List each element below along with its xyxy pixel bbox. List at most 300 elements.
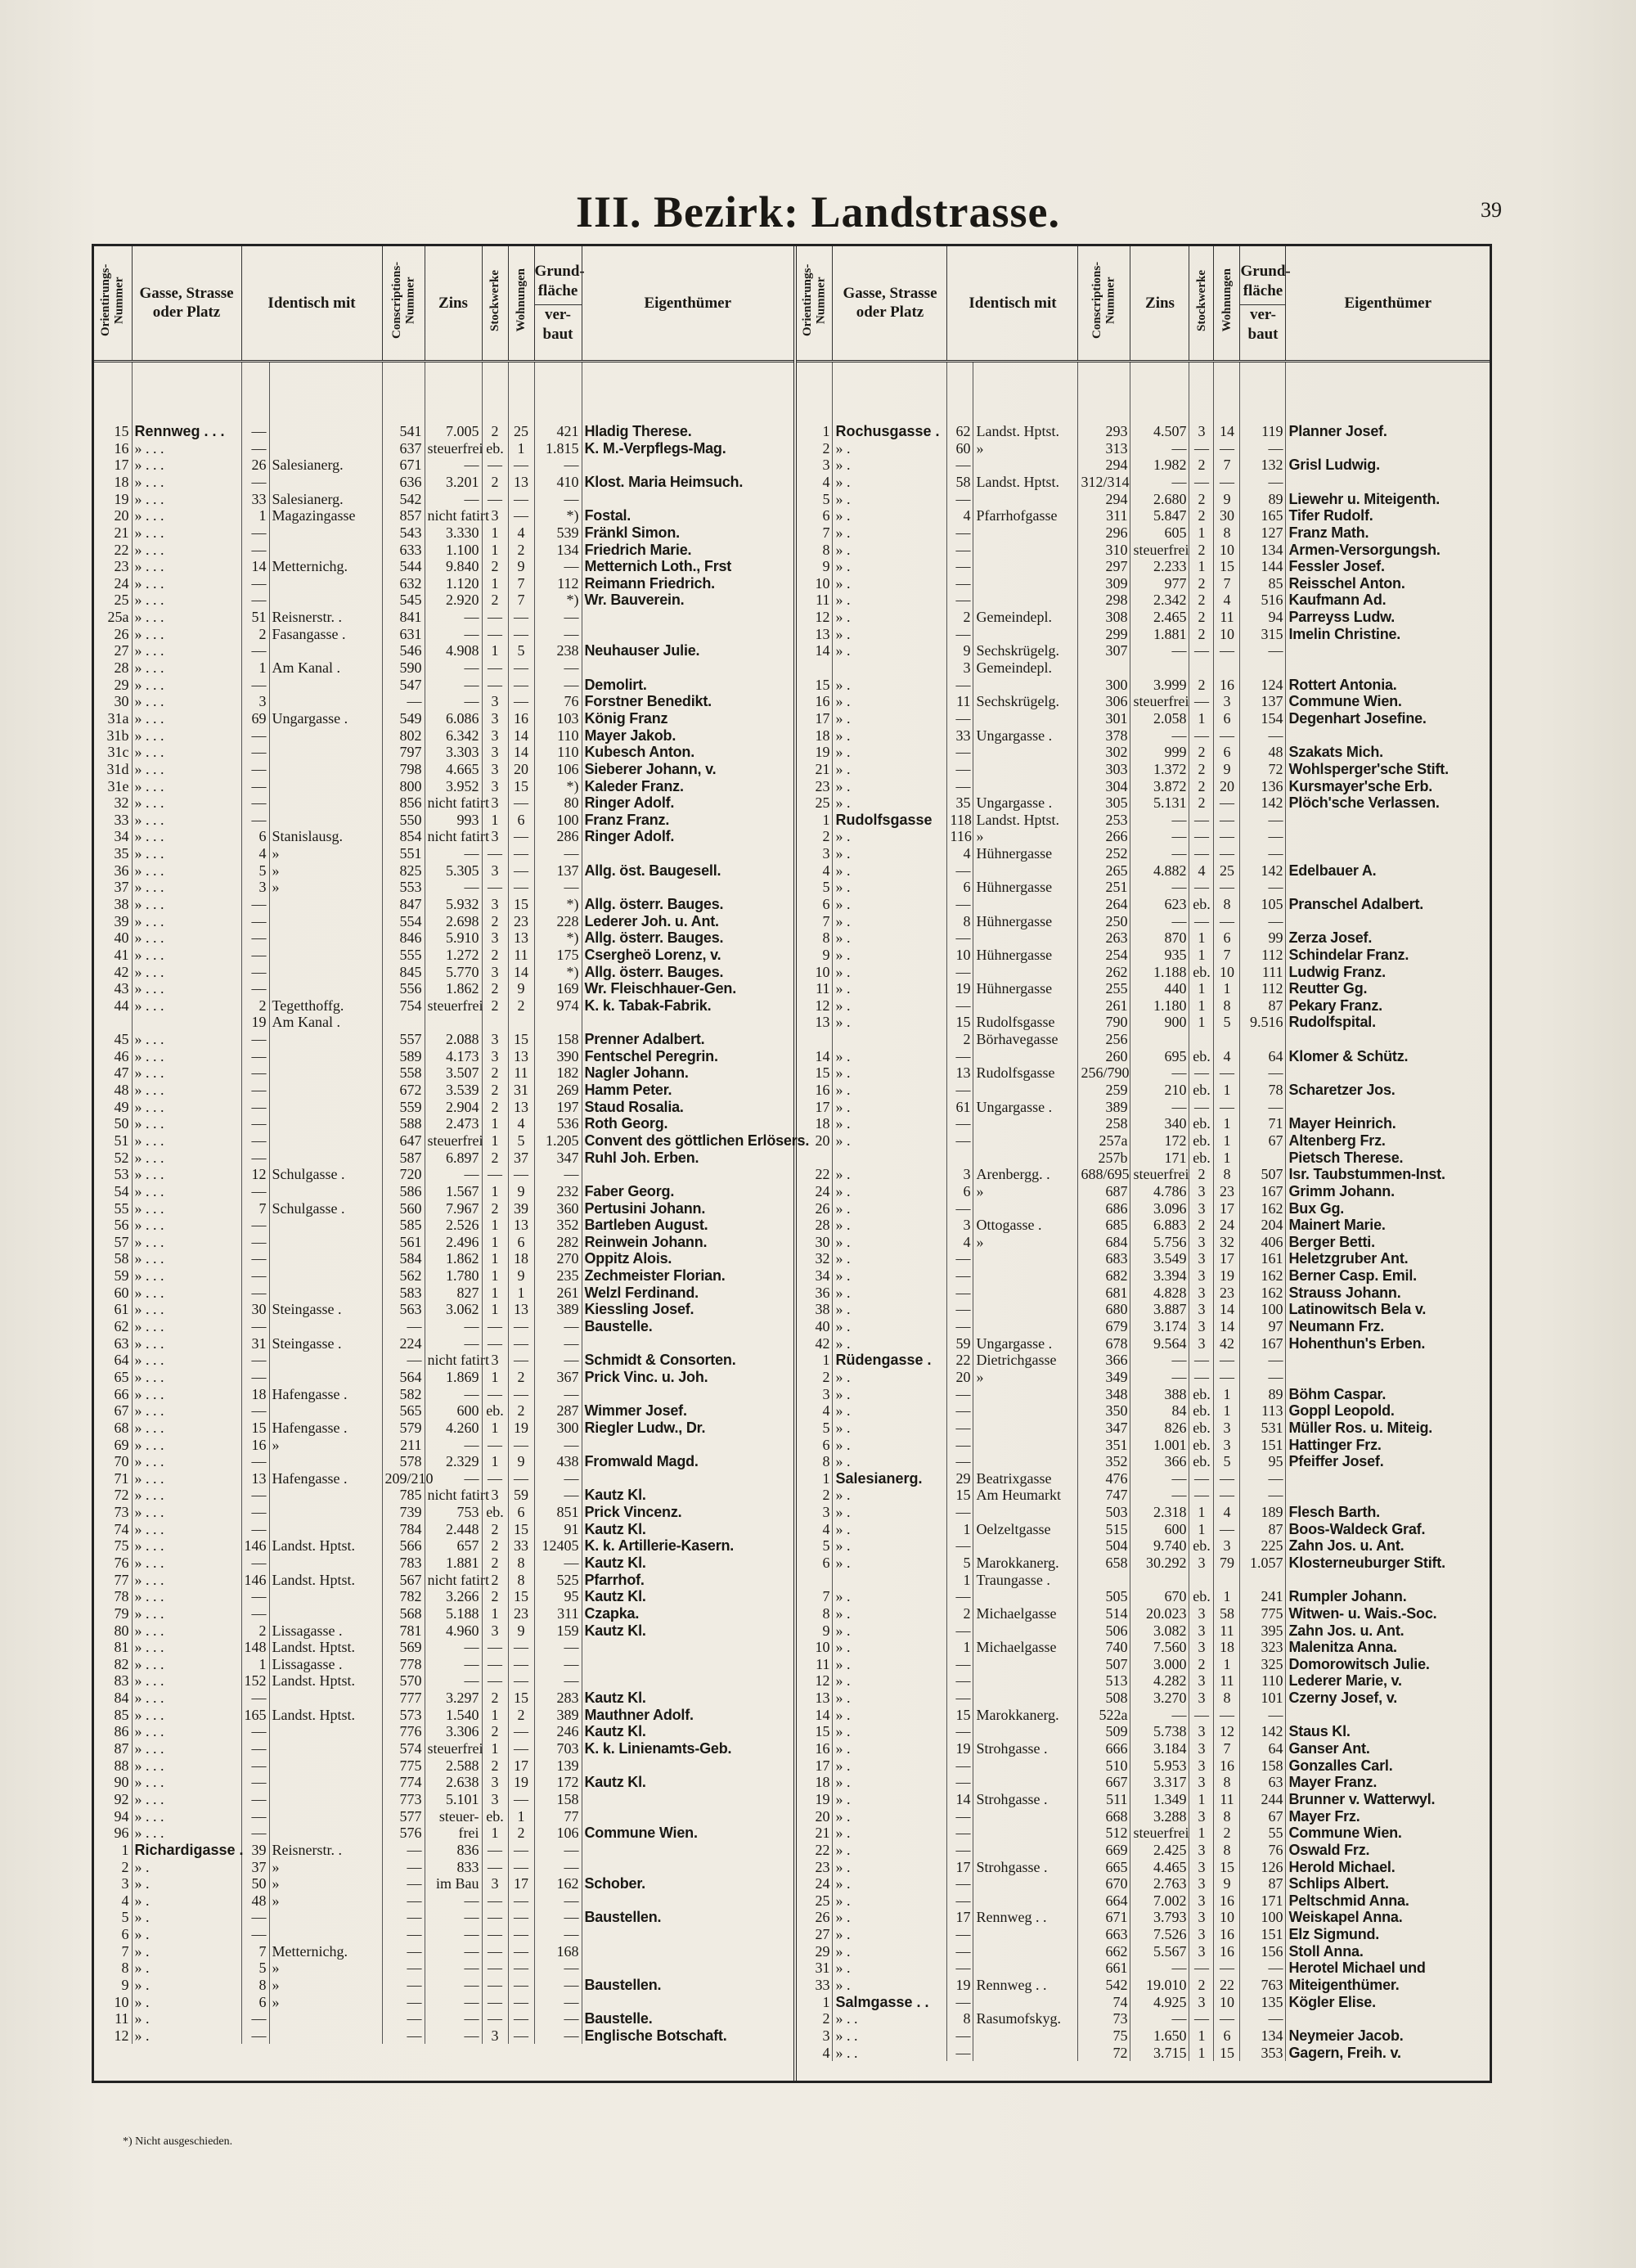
cell-wohnungen: — xyxy=(508,1334,534,1352)
cell-grundflaeche: — xyxy=(534,1960,582,1977)
cell-conscr-nr: 564 xyxy=(382,1369,425,1386)
cell-grundflaeche: — xyxy=(534,1436,582,1453)
cell-ident-strasse xyxy=(269,1318,382,1335)
table-row xyxy=(94,1622,793,1639)
cell-conscr-nr: 747 xyxy=(1078,1487,1130,1504)
cell-wohnungen: 10 xyxy=(1214,1993,1240,2010)
cell-eigenthuemer: Kautz Kl. xyxy=(584,1520,646,1537)
cell-wohnungen: 16 xyxy=(1214,1892,1240,1909)
cell-gasse: » . xyxy=(833,1385,947,1402)
cell-stockwerke: 1 xyxy=(1189,558,1214,575)
cell-gasse: » . . . xyxy=(132,1774,241,1791)
cell-ident-strasse: » xyxy=(269,879,382,896)
cell-grundflaeche: 78 xyxy=(1240,1082,1286,1099)
cell-stockwerke: — xyxy=(1189,1369,1214,1386)
cell-stockwerke: 3 xyxy=(1189,1909,1214,1926)
cell-ident-nr: — xyxy=(947,558,973,575)
cell-gasse: » . . . xyxy=(132,1420,241,1437)
table-row xyxy=(94,659,793,677)
cell-ident-nr: — xyxy=(947,710,973,727)
cell-stockwerke: — xyxy=(482,1926,508,1943)
cell-grundflaeche: 80 xyxy=(534,794,582,812)
cell-grundflaeche: — xyxy=(534,2010,582,2027)
cell-stockwerke: — xyxy=(482,879,508,896)
cell-conscr-nr: 636 xyxy=(382,474,425,491)
cell-grundflaeche: 347 xyxy=(534,1149,582,1166)
cell-ident-strasse: Rennweg . . xyxy=(973,1909,1078,1926)
cell-ident-strasse: Hafengasse . xyxy=(269,1420,382,1437)
table-row xyxy=(94,929,793,947)
cell-ident-nr: 39 xyxy=(241,1842,269,1859)
cell-ident-strasse: Rennweg . . xyxy=(973,1977,1078,1994)
header-wohnungen: Wohnungen xyxy=(508,246,534,361)
cell-conscr-nr: 570 xyxy=(382,1672,425,1690)
cell-eigenthuemer: Witwen- u. Wais.-Soc. xyxy=(1288,1604,1437,1622)
cell-grundflaeche: 134 xyxy=(534,541,582,558)
table-row xyxy=(797,1757,1490,1774)
cell-ident-nr: 11 xyxy=(947,693,973,710)
cell-grundflaeche: 360 xyxy=(534,1199,582,1217)
cell-ident-nr: — xyxy=(241,794,269,812)
cell-gasse: » . . . xyxy=(132,1825,241,1842)
cell-orient-nr: 12 xyxy=(797,1672,833,1690)
cell-grundflaeche: 171 xyxy=(1240,1892,1286,1909)
cell-grundflaeche: — xyxy=(1240,828,1286,845)
cell-gasse: » . . . xyxy=(132,659,241,677)
cell-zins: 2.473 xyxy=(425,1115,482,1132)
cell-orient-nr: 51 xyxy=(94,1132,132,1150)
cell-wohnungen: 6 xyxy=(508,1234,534,1251)
cell-wohnungen: — xyxy=(1214,1706,1240,1723)
cell-eigenthuemer: Kautz Kl. xyxy=(584,1487,646,1504)
cell-grundflaeche: — xyxy=(1240,474,1286,491)
cell-conscr-nr: 508 xyxy=(1078,1690,1130,1707)
cell-ident-strasse: » xyxy=(973,1183,1078,1200)
cell-stockwerke: 1 xyxy=(1189,710,1214,727)
cell-zins: 388 xyxy=(1130,1385,1189,1402)
cell-stockwerke: — xyxy=(482,2010,508,2027)
cell-zins: — xyxy=(1130,642,1189,659)
cell-gasse: » . xyxy=(833,1555,947,1572)
cell-ident-nr: — xyxy=(241,727,269,744)
cell-ident-strasse xyxy=(973,625,1078,642)
cell-conscr-nr: 555 xyxy=(382,947,425,964)
cell-ident-strasse xyxy=(269,947,382,964)
cell-ident-strasse: Metternichg. xyxy=(269,558,382,575)
cell-grundflaeche: 71 xyxy=(1240,1115,1286,1132)
cell-stockwerke: — xyxy=(1189,2010,1214,2027)
cell-wohnungen xyxy=(508,1014,534,1031)
cell-ident-nr: 30 xyxy=(241,1301,269,1318)
cell-ident-strasse: Am Heumarkt xyxy=(973,1487,1078,1504)
cell-grundflaeche: 110 xyxy=(534,727,582,744)
cell-eigenthuemer: Friedrich Marie. xyxy=(584,541,692,558)
table-row xyxy=(797,777,1490,794)
cell-eigenthuemer xyxy=(582,1926,793,1943)
cell-ident-nr: 15 xyxy=(241,1420,269,1437)
cell-stockwerke: — xyxy=(1189,474,1214,491)
cell-conscr-nr: 590 xyxy=(382,659,425,677)
cell-zins: — xyxy=(1130,1369,1189,1386)
cell-stockwerke: 2 xyxy=(482,1199,508,1217)
header-zins: Zins xyxy=(425,246,482,361)
cell-eigenthuemer: Liewehr u. Miteigenth. xyxy=(1288,490,1440,507)
cell-ident-strasse: Strohgasse . xyxy=(973,1740,1078,1757)
cell-ident-strasse: Landst. Hptst. xyxy=(269,1571,382,1588)
table-row xyxy=(94,1555,793,1572)
cell-eigenthuemer: K. k. Linienamts-Geb. xyxy=(584,1740,732,1757)
cell-gasse: » . xyxy=(833,1588,947,1605)
cell-conscr-nr: 782 xyxy=(382,1588,425,1605)
cell-eigenthuemer xyxy=(1286,642,1490,659)
cell-zins: — xyxy=(425,2027,482,2045)
cell-orient-nr: 20 xyxy=(797,1807,833,1825)
cell-orient-nr: 17 xyxy=(797,710,833,727)
cell-stockwerke: eb. xyxy=(1189,1385,1214,1402)
cell-wohnungen: 11 xyxy=(1214,609,1240,626)
cell-grundflaeche: 367 xyxy=(534,1369,582,1386)
cell-eigenthuemer: Heletzgruber Ant. xyxy=(1288,1250,1409,1267)
cell-grundflaeche: *) xyxy=(534,963,582,980)
cell-ident-strasse: Michaelgasse xyxy=(973,1639,1078,1656)
cell-zins: 1.780 xyxy=(425,1267,482,1285)
cell-ident-nr: 1 xyxy=(241,659,269,677)
table-row xyxy=(94,1977,793,1994)
cell-wohnungen: 23 xyxy=(1214,1183,1240,1200)
cell-eigenthuemer xyxy=(582,879,793,896)
cell-grundflaeche: 87 xyxy=(1240,1520,1286,1537)
header-conscriptions-nummer: Conscriptions-Nummer xyxy=(382,246,425,361)
table-row xyxy=(797,1622,1490,1639)
cell-ident-nr: 5 xyxy=(947,1555,973,1572)
cell-eigenthuemer xyxy=(1286,845,1490,862)
cell-eigenthuemer: Wr. Bauverein. xyxy=(584,592,685,609)
header-stockwerke-right: Stockwerke xyxy=(1189,246,1214,361)
cell-zins: 3.000 xyxy=(1130,1656,1189,1673)
cell-wohnungen: 9 xyxy=(508,1622,534,1639)
cell-ident-strasse xyxy=(973,592,1078,609)
cell-conscr-nr: 546 xyxy=(382,642,425,659)
cell-ident-strasse xyxy=(269,592,382,609)
cell-orient-nr: 14 xyxy=(797,1047,833,1064)
cell-ident-nr: — xyxy=(241,1487,269,1504)
cell-eigenthuemer: Gonzalles Carl. xyxy=(1288,1757,1393,1774)
cell-wohnungen: — xyxy=(508,490,534,507)
cell-grundflaeche: 536 xyxy=(534,1115,582,1132)
table-row xyxy=(797,439,1490,457)
cell-ident-strasse: Landst. Hptst. xyxy=(269,1639,382,1656)
cell-conscr-nr: 549 xyxy=(382,710,425,727)
cell-orient-nr: 3 xyxy=(797,845,833,862)
cell-wohnungen: 5 xyxy=(1214,1014,1240,1031)
cell-conscr-nr: 296 xyxy=(1078,524,1130,542)
cell-ident-strasse: Strohgasse . xyxy=(973,1791,1078,1808)
cell-wohnungen xyxy=(1214,659,1240,677)
cell-ident-nr: 8 xyxy=(947,2010,973,2027)
cell-gasse: » . xyxy=(132,1892,241,1909)
cell-ident-strasse xyxy=(973,777,1078,794)
cell-grundflaeche: 67 xyxy=(1240,1132,1286,1150)
cell-orient-nr: 19 xyxy=(797,744,833,761)
cell-eigenthuemer: Mainert Marie. xyxy=(1288,1217,1386,1234)
cell-zins: steuer- xyxy=(425,1807,482,1825)
cell-zins: 1.180 xyxy=(1130,997,1189,1015)
cell-zins: 3.793 xyxy=(1130,1909,1189,1926)
cell-grundflaeche: *) xyxy=(534,929,582,947)
cell-orient-nr: 36 xyxy=(797,1284,833,1301)
cell-conscr-nr: 778 xyxy=(382,1656,425,1673)
cell-wohnungen: 9 xyxy=(1214,1875,1240,1892)
cell-gasse: » . xyxy=(833,896,947,913)
cell-ident-strasse xyxy=(973,1656,1078,1673)
cell-stockwerke: — xyxy=(482,1334,508,1352)
cell-ident-nr: — xyxy=(241,1047,269,1064)
cell-grundflaeche: — xyxy=(534,1909,582,1926)
cell-conscr-nr: 250 xyxy=(1078,912,1130,929)
cell-eigenthuemer: Sieberer Johann, v. xyxy=(584,760,717,777)
cell-orient-nr: 31d xyxy=(94,761,132,778)
cell-stockwerke: 2 xyxy=(482,1098,508,1115)
cell-wohnungen: 17 xyxy=(508,1875,534,1892)
cell-grundflaeche: 851 xyxy=(534,1504,582,1521)
cell-ident-nr: 1 xyxy=(241,507,269,524)
header-gasse-right: Gasse, Strasse oder Platz xyxy=(833,246,947,361)
cell-wohnungen: 3 xyxy=(1214,1436,1240,1453)
table-row xyxy=(797,592,1490,609)
cell-stockwerke: 1 xyxy=(482,1234,508,1251)
cell-orient-nr: 17 xyxy=(94,457,132,474)
cell-orient-nr: 27 xyxy=(797,1926,833,1943)
cell-gasse: » . . . xyxy=(132,1082,241,1099)
cell-ident-strasse: Hafengasse . xyxy=(269,1385,382,1402)
table-row xyxy=(94,1571,793,1588)
table-row xyxy=(797,862,1490,879)
table-row xyxy=(94,1064,793,1082)
cell-zins: 1.650 xyxy=(1130,2027,1189,2045)
cell-orient-nr: 44 xyxy=(94,997,132,1015)
table-row xyxy=(797,2044,1490,2061)
cell-gasse: » . . . xyxy=(132,676,241,693)
cell-ident-nr: — xyxy=(241,524,269,542)
cell-zins: 670 xyxy=(1130,1588,1189,1605)
cell-zins: nicht fatirt xyxy=(425,507,482,524)
cell-orient-nr: 45 xyxy=(94,1031,132,1048)
cell-orient-nr: 15 xyxy=(797,1723,833,1740)
cell-grundflaeche: — xyxy=(534,1892,582,1909)
table-row xyxy=(797,794,1490,812)
cell-wohnungen: 5 xyxy=(1214,1453,1240,1470)
cell-zins: 7.560 xyxy=(1130,1639,1189,1656)
cell-orient-nr: 5 xyxy=(797,879,833,896)
cell-orient-nr: 25 xyxy=(797,794,833,812)
cell-gasse: » . . . xyxy=(132,1622,241,1639)
cell-zins: 9.840 xyxy=(425,558,482,575)
cell-eigenthuemer: Neymeier Jacob. xyxy=(1288,2027,1404,2044)
cell-ident-nr: — xyxy=(947,1115,973,1132)
table-row xyxy=(94,1520,793,1537)
cell-ident-strasse: Lissagasse . xyxy=(269,1622,382,1639)
cell-orient-nr xyxy=(94,1014,132,1031)
cell-grundflaeche: — xyxy=(534,609,582,626)
cell-wohnungen: 4 xyxy=(1214,1047,1240,1064)
cell-eigenthuemer xyxy=(1286,1487,1490,1504)
cell-ident-nr: 1 xyxy=(947,1520,973,1537)
cell-ident-nr: — xyxy=(947,1622,973,1639)
cell-conscr-nr: 309 xyxy=(1078,575,1130,592)
cell-gasse: » . . . xyxy=(132,1656,241,1673)
cell-eigenthuemer: Mayer Heinrich. xyxy=(1288,1115,1396,1132)
cell-orient-nr: 39 xyxy=(94,912,132,929)
cell-conscr-nr: 547 xyxy=(382,676,425,693)
cell-zins: 4.507 xyxy=(1130,423,1189,440)
cell-stockwerke: eb. xyxy=(1189,1453,1214,1470)
cell-wohnungen: 23 xyxy=(508,912,534,929)
cell-ident-nr: 3 xyxy=(947,1166,973,1183)
cell-conscr-nr: 301 xyxy=(1078,710,1130,727)
cell-wohnungen: 7 xyxy=(1214,947,1240,964)
cell-ident-strasse: Ungargasse . xyxy=(269,710,382,727)
cell-ident-strasse: Marokkanerg. xyxy=(973,1706,1078,1723)
cell-grundflaeche: 1.205 xyxy=(534,1132,582,1150)
cell-grundflaeche: — xyxy=(534,1926,582,1943)
cell-eigenthuemer: Ganser Ant. xyxy=(1288,1740,1370,1757)
cell-ident-strasse xyxy=(269,423,382,440)
cell-gasse: » . xyxy=(833,490,947,507)
cell-conscr-nr: 774 xyxy=(382,1774,425,1791)
cell-eigenthuemer: Bux Gg. xyxy=(1288,1199,1345,1217)
cell-zins: 7.526 xyxy=(1130,1926,1189,1943)
cell-wohnungen: 4 xyxy=(1214,592,1240,609)
cell-eigenthuemer: Neuhauser Julie. xyxy=(584,642,700,659)
cell-stockwerke: 3 xyxy=(482,777,508,794)
cell-conscr-nr: 308 xyxy=(1078,609,1130,626)
cell-zins: 9.740 xyxy=(1130,1537,1189,1555)
cell-orient-nr: 9 xyxy=(797,947,833,964)
cell-stockwerke: 2 xyxy=(482,1082,508,1099)
cell-stockwerke: — xyxy=(482,1960,508,1977)
cell-orient-nr: 26 xyxy=(797,1909,833,1926)
cell-ident-nr: 15 xyxy=(947,1706,973,1723)
cell-ident-strasse: Ungargasse . xyxy=(973,794,1078,812)
table-row xyxy=(797,474,1490,491)
cell-grundflaeche: 112 xyxy=(1240,947,1286,964)
table-row xyxy=(94,1402,793,1420)
cell-wohnungen: 8 xyxy=(1214,997,1240,1015)
cell-conscr-nr: 754 xyxy=(382,997,425,1015)
cell-eigenthuemer: Hamm Peter. xyxy=(584,1082,672,1099)
cell-ident-strasse: Landst. Hptst. xyxy=(269,1672,382,1690)
cell-conscr-nr xyxy=(1078,1571,1130,1588)
cell-ident-strasse: Dietrichgasse xyxy=(973,1352,1078,1369)
cell-eigenthuemer: Kautz Kl. xyxy=(584,1554,646,1571)
cell-ident-nr: — xyxy=(947,625,973,642)
cell-stockwerke: 2 xyxy=(482,474,508,491)
cell-conscr-nr: 582 xyxy=(382,1385,425,1402)
cell-eigenthuemer: Kautz Kl. xyxy=(584,1690,646,1707)
cell-stockwerke: 1 xyxy=(482,1740,508,1757)
cell-ident-nr: 13 xyxy=(241,1469,269,1487)
cell-ident-nr: — xyxy=(947,1385,973,1402)
cell-ident-strasse: Fasangasse . xyxy=(269,625,382,642)
cell-ident-strasse xyxy=(973,575,1078,592)
cell-zins: 3.270 xyxy=(1130,1690,1189,1707)
cell-gasse: » . xyxy=(833,1977,947,1994)
cell-grundflaeche: 244 xyxy=(1240,1791,1286,1808)
cell-wohnungen: — xyxy=(508,1791,534,1808)
cell-gasse: » . . . xyxy=(132,439,241,457)
cell-gasse xyxy=(833,659,947,677)
cell-ident-nr: — xyxy=(241,1555,269,1572)
cell-conscr-nr: 671 xyxy=(1078,1909,1130,1926)
cell-orient-nr: 22 xyxy=(797,1166,833,1183)
cell-gasse: » . . . xyxy=(132,1098,241,1115)
cell-orient-nr: 41 xyxy=(94,947,132,964)
cell-orient-nr: 27 xyxy=(94,642,132,659)
cell-ident-strasse: Metternichg. xyxy=(269,1942,382,1960)
cell-gasse: Rochusgasse . xyxy=(833,423,947,440)
cell-gasse: » . xyxy=(833,1875,947,1892)
cell-gasse: » . . . xyxy=(132,1757,241,1774)
cell-stockwerke: 1 xyxy=(482,811,508,828)
cell-orient-nr: 18 xyxy=(797,1774,833,1791)
cell-grundflaeche: 136 xyxy=(1240,777,1286,794)
cell-zins: 993 xyxy=(425,811,482,828)
table-row xyxy=(797,1469,1490,1487)
cell-eigenthuemer: Szakats Mich. xyxy=(1288,744,1383,761)
cell-grundflaeche: 77 xyxy=(534,1807,582,1825)
cell-ident-strasse: Börhavegasse xyxy=(973,1031,1078,1048)
cell-stockwerke: — xyxy=(482,457,508,474)
cell-zins: 2.448 xyxy=(425,1520,482,1537)
cell-ident-nr: 51 xyxy=(241,609,269,626)
cell-ident-strasse: Hühnergasse xyxy=(973,947,1078,964)
cell-orient-nr: 24 xyxy=(94,575,132,592)
cell-eigenthuemer: Wr. Fleischhauer-Gen. xyxy=(584,980,737,997)
cell-conscr-nr: 254 xyxy=(1078,947,1130,964)
cell-conscr-nr: 294 xyxy=(1078,490,1130,507)
cell-orient-nr: 8 xyxy=(797,1605,833,1622)
cell-ident-strasse xyxy=(973,2044,1078,2061)
cell-gasse: » . . xyxy=(833,2027,947,2045)
cell-zins: 1.982 xyxy=(1130,457,1189,474)
cell-zins: 1.372 xyxy=(1130,761,1189,778)
cell-zins: 2.680 xyxy=(1130,490,1189,507)
cell-grundflaeche: 225 xyxy=(1240,1537,1286,1555)
cell-orient-nr: 15 xyxy=(797,676,833,693)
cell-ident-nr: 2 xyxy=(947,1031,973,1048)
cell-ident-nr: 19 xyxy=(241,1014,269,1031)
cell-grundflaeche: 142 xyxy=(1240,794,1286,812)
cell-ident-strasse xyxy=(973,1453,1078,1470)
cell-grundflaeche: 390 xyxy=(534,1047,582,1064)
cell-zins: — xyxy=(1130,474,1189,491)
cell-conscr-nr: 776 xyxy=(382,1723,425,1740)
cell-eigenthuemer xyxy=(1286,1706,1490,1723)
cell-gasse: » . xyxy=(833,1098,947,1115)
cell-gasse: Richardigasse . xyxy=(132,1842,241,1859)
cell-gasse: » . xyxy=(833,1250,947,1267)
cell-ident-nr: 14 xyxy=(241,558,269,575)
cell-zins: 5.131 xyxy=(1130,794,1189,812)
table-row xyxy=(797,1436,1490,1453)
cell-grundflaeche: — xyxy=(1240,845,1286,862)
cell-orient-nr: 6 xyxy=(94,1926,132,1943)
table-row xyxy=(94,457,793,474)
cell-conscr-nr: 311 xyxy=(1078,507,1130,524)
cell-gasse: » . xyxy=(833,1014,947,1031)
cell-ident-strasse: Oelzeltgasse xyxy=(973,1520,1078,1537)
table-row xyxy=(797,1453,1490,1470)
